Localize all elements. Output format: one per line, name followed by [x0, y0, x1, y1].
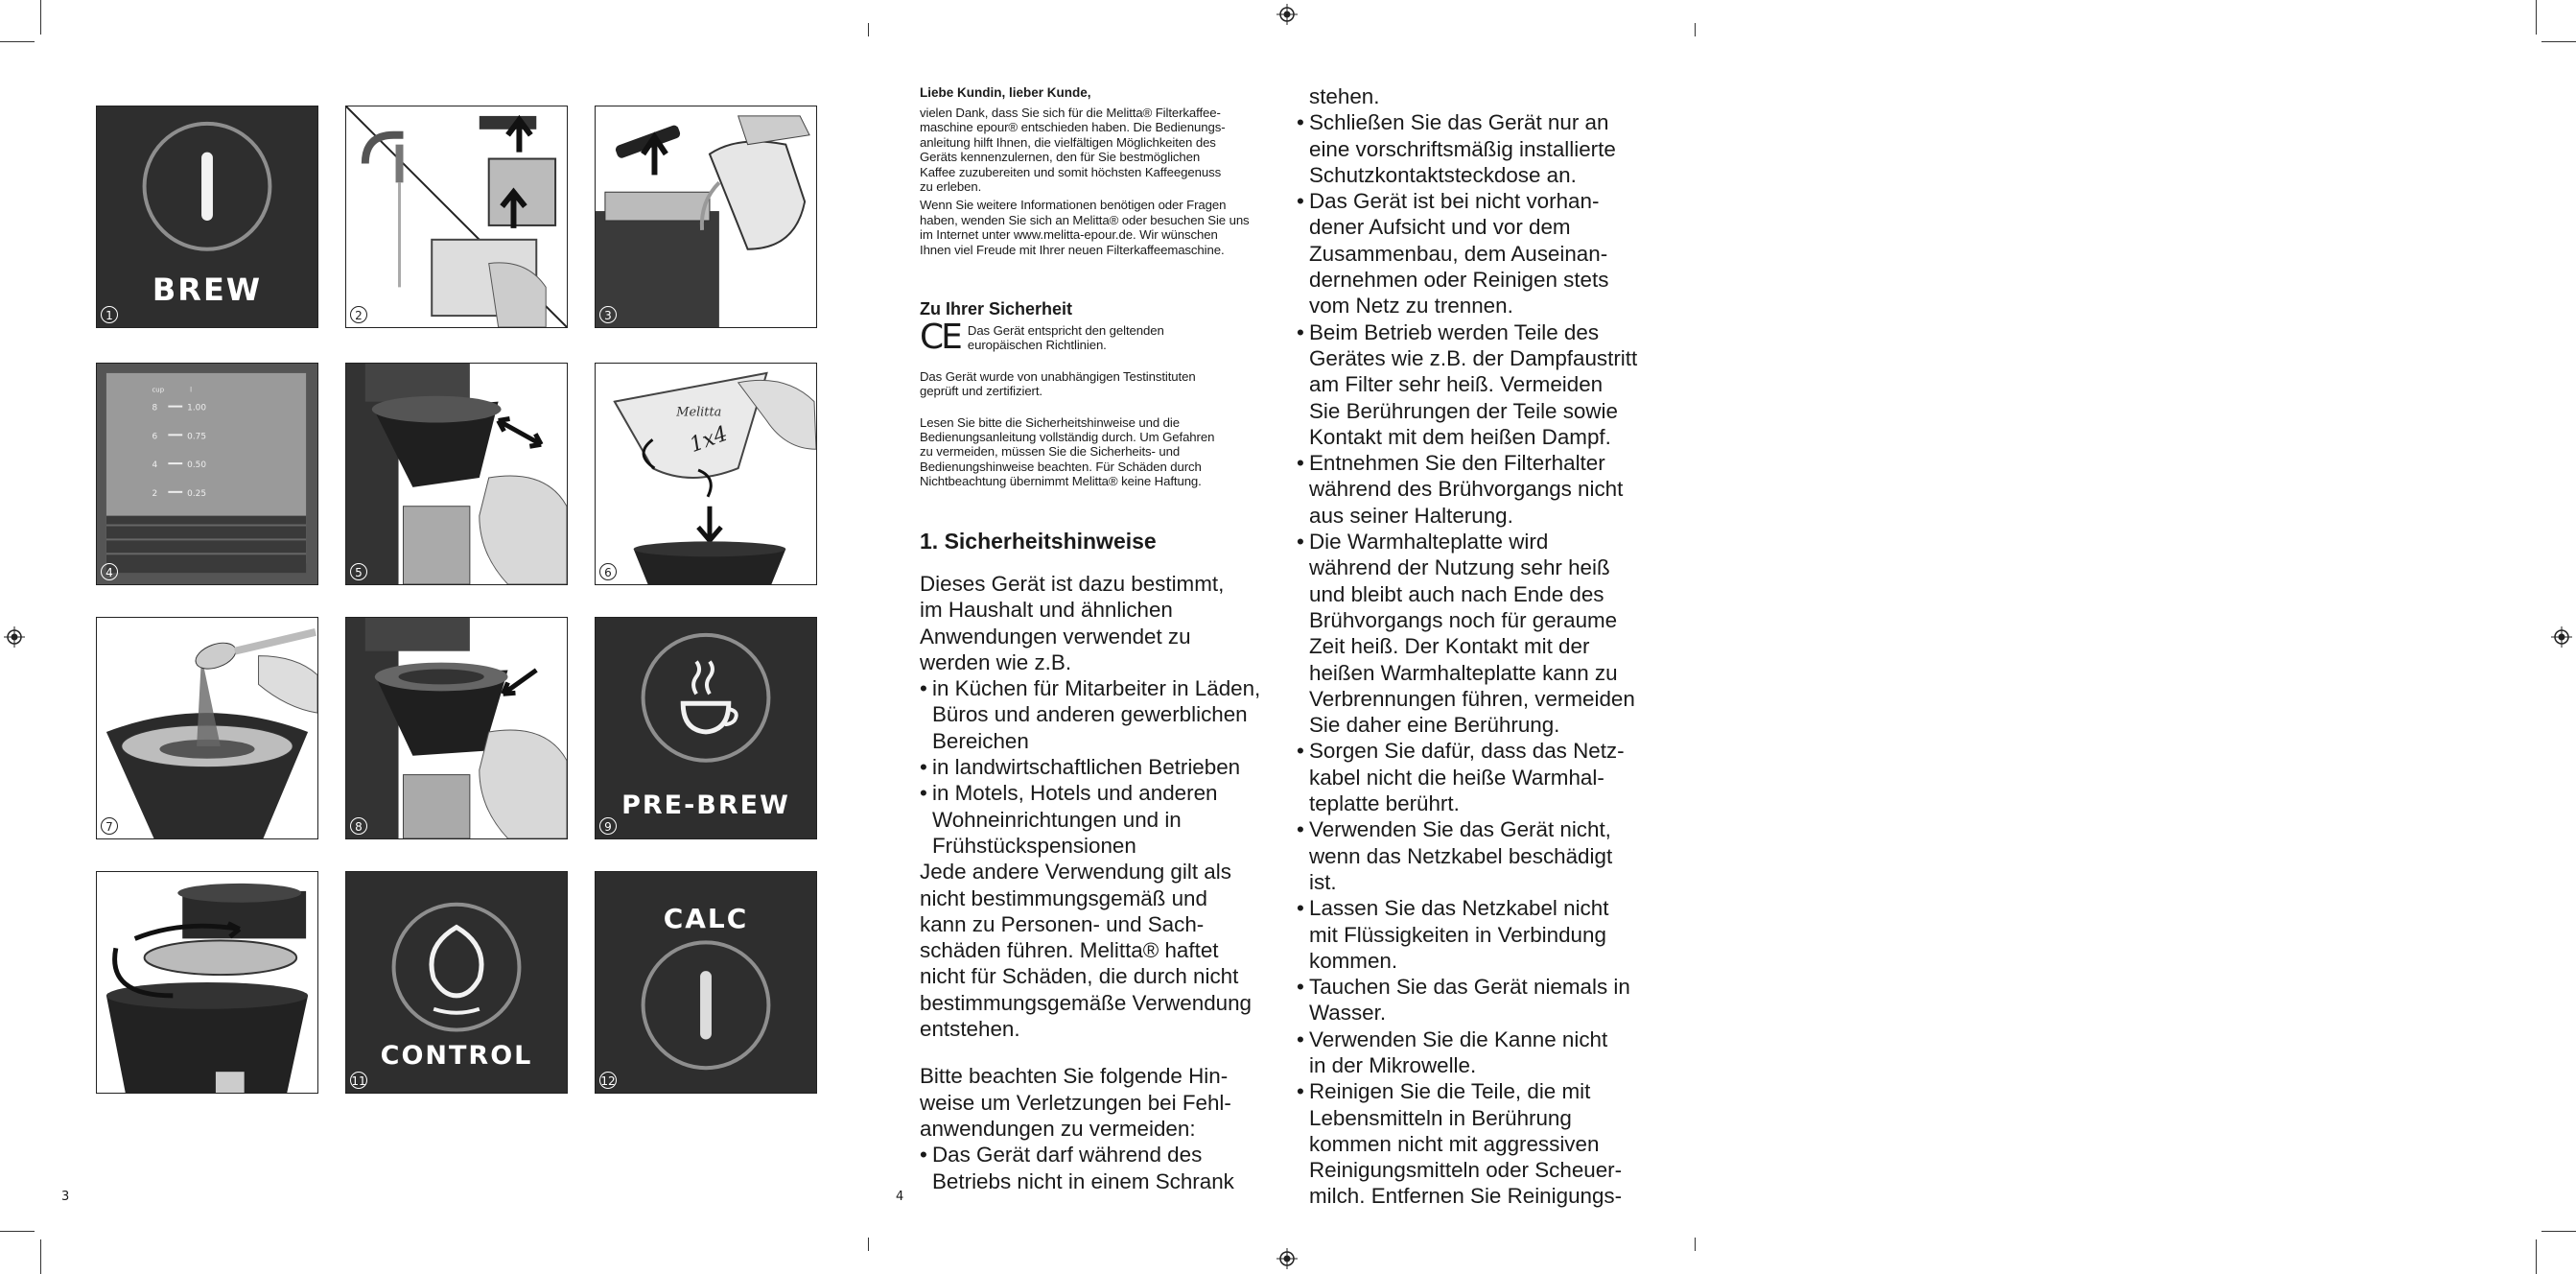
body-line: ist. — [1309, 869, 1337, 894]
liter-unit: l — [190, 386, 193, 394]
body-line: anwendungen zu vermeiden: — [920, 1116, 1196, 1141]
safety-bullet — [1297, 895, 1671, 974]
body-line: • Das Gerät ist bei nicht vorhan- — [1309, 189, 1600, 214]
body-line: entstehen. — [920, 1017, 1020, 1042]
body-line: Gerätes wie z.B. der Dampfaustritt — [1309, 345, 1638, 370]
scale-mark: 1.00 — [187, 403, 207, 413]
body-line: stehen. — [1309, 84, 1380, 108]
intro-line: zu erleben. — [920, 179, 982, 195]
body-line: • Die Warmhalteplatte wird — [1309, 530, 1549, 554]
body-line: Dieses Gerät ist dazu bestimmt, — [920, 572, 1225, 596]
body-line: • Sorgen Sie dafür, dass das Netz- — [1309, 739, 1625, 764]
crop-mark — [40, 1239, 41, 1274]
figure-number: 7 — [101, 817, 118, 835]
section-column-2 — [1297, 83, 1671, 1210]
body-line: weise um Verletzungen bei Fehl- — [920, 1090, 1231, 1115]
figure-12 — [595, 871, 817, 1094]
body-line: während des Brühvorgangs nicht — [1309, 477, 1624, 502]
figure-9 — [595, 617, 817, 839]
figure-8 — [345, 617, 568, 839]
body-line: aus seiner Halterung. — [1309, 503, 1513, 528]
ce-line: Das Gerät entspricht den geltenden — [967, 323, 1164, 338]
body-line: Zeit heiß. Der Kontakt mit der — [1309, 634, 1590, 659]
safety-heading: Zu Ihrer Sicherheit — [920, 299, 1073, 318]
figure-number: 11 — [350, 1072, 367, 1089]
body-line: mit Flüssigkeiten in Verbindung — [1309, 922, 1606, 947]
read-line: Lesen Sie bitte die Sicherheitshinweise und die — [920, 414, 1180, 430]
body-line: Frühstückspensionen — [932, 833, 1136, 858]
body-line: Schutzkontaktsteckdose an. — [1309, 162, 1577, 187]
figure-2 — [345, 106, 568, 328]
water-pour-illustration — [596, 106, 816, 327]
filter-size: 1x4 — [686, 421, 732, 458]
crop-mark — [2541, 41, 2576, 42]
intro-line: Wenn Sie weitere Informationen benötigen oder Fragen — [920, 198, 1227, 213]
body-line: • Reinigen Sie die Teile, die mit — [1309, 1079, 1591, 1104]
figure-number: 6 — [599, 563, 617, 580]
body-line: und bleibt auch nach Ende des — [1309, 581, 1604, 606]
body-line: nicht für Schäden, die durch nicht — [920, 964, 1239, 989]
body-line: während der Nutzung sehr heiß — [1309, 555, 1610, 580]
brew-label: BREW — [152, 271, 263, 308]
body-line: Zusammenbau, dem Auseinan- — [1309, 241, 1608, 266]
safety-bullet — [1297, 529, 1671, 738]
figure-number: 3 — [599, 306, 617, 323]
filter-brand: Melitta — [676, 405, 722, 420]
body-line: • in Küchen für Mitarbeiter in Läden, — [932, 676, 1261, 701]
figure-number: 12 — [599, 1072, 617, 1089]
cup-mark: 6 — [152, 432, 158, 442]
figure-4 — [96, 363, 318, 585]
body-line: • in landwirtschaftlichen Betrieben — [932, 755, 1241, 780]
cup-mark: 2 — [152, 488, 158, 499]
body-line: Verbrennungen führen, vermeiden — [1309, 686, 1635, 711]
body-line: teplatte berührt. — [1309, 791, 1460, 816]
body-line: • Beim Betrieb werden Teile des — [1309, 319, 1600, 344]
body-line: Kontakt mit dem heißen Dampf. — [1309, 424, 1611, 449]
figure-10 — [96, 871, 318, 1094]
tested-line: geprüft und zertifiziert. — [920, 384, 1042, 399]
paper-filter-illustration — [596, 364, 816, 584]
crop-mark — [2541, 1231, 2576, 1232]
body-line: • Entnehmen Sie den Filterhalter — [1309, 451, 1605, 476]
body-line: kommen nicht mit aggressiven — [1309, 1131, 1600, 1156]
body-line: Lebensmitteln in Berührung — [1309, 1105, 1572, 1130]
crop-mark — [2536, 0, 2537, 35]
body-line: im Haushalt und ähnlichen — [920, 598, 1173, 623]
figure-number: 9 — [599, 817, 617, 835]
figure-number: 5 — [350, 563, 367, 580]
body-line: Sie Berührungen der Teile sowie — [1309, 398, 1618, 423]
greeting: Liebe Kundin, lieber Kunde, — [920, 85, 1091, 100]
registration-mark-icon — [2551, 626, 2572, 648]
safety-bullet — [1297, 1078, 1671, 1209]
section-title: 1. Sicherheitshinweise — [920, 529, 1157, 554]
body-line: wenn das Netzkabel beschädigt — [1309, 843, 1613, 868]
use-list-item — [920, 754, 1294, 780]
body-line: Wohneinrichtungen und in — [932, 807, 1182, 832]
body-line: dernehmen oder Reinigen stets — [1309, 268, 1609, 293]
coffee-scoop-illustration — [97, 618, 317, 838]
body-line: • Schließen Sie das Gerät nur an — [1309, 110, 1609, 135]
figure-3 — [595, 106, 817, 328]
body-line: nicht bestimmungsgemäß und — [920, 885, 1207, 910]
crop-mark — [1695, 1238, 1696, 1251]
body-line: • Verwenden Sie die Kanne nicht — [1309, 1026, 1608, 1051]
intro-line: haben, wenden Sie sich an Melitta® oder besuchen Sie uns — [920, 212, 1250, 227]
section-column-1 — [920, 571, 1294, 1194]
body-line: kommen. — [1309, 948, 1398, 973]
figure-11 — [345, 871, 568, 1094]
body-line: eine vorschriftsmäßig installierte — [1309, 136, 1616, 161]
calc-label: CALC — [663, 903, 749, 934]
figure-7 — [96, 617, 318, 839]
use-list-item — [920, 780, 1294, 859]
figure-6 — [595, 363, 817, 585]
body-line: Reinigungsmitteln oder Scheuer- — [1309, 1158, 1623, 1183]
body-line: • Verwenden Sie das Gerät nicht, — [1309, 817, 1611, 842]
body-line: kann zu Personen- und Sach- — [920, 911, 1205, 936]
safety-intro — [920, 298, 1275, 489]
intro-line: Geräts kennenzulernen, den für Sie bestmöglichen — [920, 150, 1201, 165]
figure-5 — [345, 363, 568, 585]
intro-line: im Internet unter www.melitta-epour.de. Wir wünschen — [920, 227, 1218, 243]
intro-line: Ihnen viel Freude mit Ihrer neuen Filterkaffeemaschine. — [920, 242, 1225, 257]
read-line: Nichtbeachtung übernimmt Melitta® keine Haftung. — [920, 474, 1202, 489]
body-line: milch. Entfernen Sie Reinigungs- — [1309, 1184, 1623, 1209]
figure-number: 8 — [350, 817, 367, 835]
body-line: • in Motels, Hotels und anderen — [932, 781, 1218, 806]
cup-unit: cup — [152, 386, 165, 394]
control-label: CONTROL — [380, 1041, 533, 1071]
body-line: Anwendungen verwendet zu — [920, 624, 1191, 649]
body-line: schäden führen. Melitta® haftet — [920, 938, 1219, 963]
filter-insert-illustration — [346, 618, 567, 838]
body-line: Bereichen — [932, 728, 1029, 753]
crop-mark — [0, 1231, 35, 1232]
water-tank-refill-illustration — [346, 106, 567, 327]
registration-mark-icon — [1276, 4, 1298, 25]
page-number-right: 4 — [896, 1190, 904, 1204]
read-line: Bedienungsanleitung vollständig durch. Um Gefahren — [920, 430, 1215, 445]
scale-mark: 0.75 — [187, 432, 207, 442]
figure-number: 2 — [350, 306, 367, 323]
tested-line: Das Gerät wurde von unabhängigen Testinstituten — [920, 368, 1196, 384]
safety-bullet — [1297, 188, 1671, 318]
safety-bullet — [1297, 1026, 1671, 1079]
body-line: heißen Warmhalteplatte kann zu — [1309, 660, 1618, 685]
crop-mark — [868, 1238, 869, 1251]
water-level-scale-illustration — [97, 364, 317, 584]
body-line: dener Aufsicht und vor dem — [1309, 215, 1571, 240]
pre-brew-label: PRE-BREW — [621, 790, 790, 820]
crop-mark — [2536, 1239, 2537, 1274]
read-line: Bedienungshinweise beachten. Für Schäden durch — [920, 459, 1202, 474]
figure-number: 1 — [101, 306, 118, 323]
body-line: Büros und anderen gewerblichen — [932, 702, 1248, 727]
read-line: zu vermeiden, müssen Sie die Sicherheits- und — [920, 444, 1181, 460]
body-line: Wasser. — [1309, 1001, 1387, 1026]
figure-number: 10 — [101, 1072, 118, 1089]
figure-number: 4 — [101, 563, 118, 580]
body-line: Bitte beachten Sie folgende Hin- — [920, 1064, 1229, 1089]
body-line: • Tauchen Sie das Gerät niemals in — [1309, 975, 1630, 1000]
registration-mark-icon — [4, 626, 25, 648]
body-line: bestimmungsgemäße Verwendung — [920, 990, 1253, 1015]
body-line: • Lassen Sie das Netzkabel nicht — [1309, 896, 1609, 921]
intro-line: Kaffee zuzubereiten und somit höchsten Kaffeegenuss — [920, 164, 1222, 179]
safety-bullet — [1297, 109, 1671, 188]
body-line: am Filter sehr heiß. Vermeiden — [1309, 372, 1604, 397]
intro-block — [920, 84, 1275, 257]
body-line: Sie daher eine Berührung. — [1309, 713, 1560, 738]
page-number-left: 3 — [61, 1190, 70, 1204]
use-list-item — [920, 675, 1294, 754]
scale-mark: 0.50 — [187, 460, 207, 471]
safety-bullet — [920, 1142, 1294, 1194]
crop-mark — [40, 0, 41, 35]
body-line: in der Mikrowelle. — [1309, 1052, 1477, 1077]
body-line: vom Netz zu trennen. — [1309, 294, 1513, 318]
body-line: Brühvorgangs noch für geraume — [1309, 607, 1618, 632]
body-line: kabel nicht die heiße Warmhal- — [1309, 765, 1604, 790]
body-line: Betriebs nicht in einem Schrank — [932, 1168, 1234, 1193]
body-line: Jede andere Verwendung gilt als — [920, 860, 1231, 885]
figure-1 — [96, 106, 318, 328]
intro-line: vielen Dank, dass Sie sich für die Melitta® Filterkaffee- — [920, 106, 1221, 120]
crop-mark — [1695, 23, 1696, 36]
crop-mark — [0, 41, 35, 42]
cup-mark: 8 — [152, 403, 158, 413]
lid-rotate-illustration — [97, 872, 317, 1093]
safety-bullet — [1297, 450, 1671, 529]
safety-bullet — [1297, 738, 1671, 816]
ce-mark: CE — [920, 318, 960, 357]
cup-mark: 4 — [152, 460, 158, 471]
body-line: werden wie z.B. — [920, 649, 1072, 674]
safety-bullet — [1297, 319, 1671, 450]
ce-line: europäischen Richtlinien. — [967, 338, 1107, 353]
intro-line: anleitung hilft Ihnen, die vielfältigen Möglichkeiten des — [920, 134, 1216, 150]
body-line: • Das Gerät darf während des — [932, 1143, 1203, 1168]
intro-line: maschine epour® entschieden haben. Die Bedienungs- — [920, 120, 1226, 135]
crop-mark — [868, 23, 869, 36]
safety-bullet — [1297, 974, 1671, 1026]
scale-mark: 0.25 — [187, 488, 207, 499]
registration-mark-icon — [1276, 1248, 1298, 1269]
safety-bullet — [1297, 816, 1671, 895]
filter-holder-illustration — [346, 364, 567, 584]
